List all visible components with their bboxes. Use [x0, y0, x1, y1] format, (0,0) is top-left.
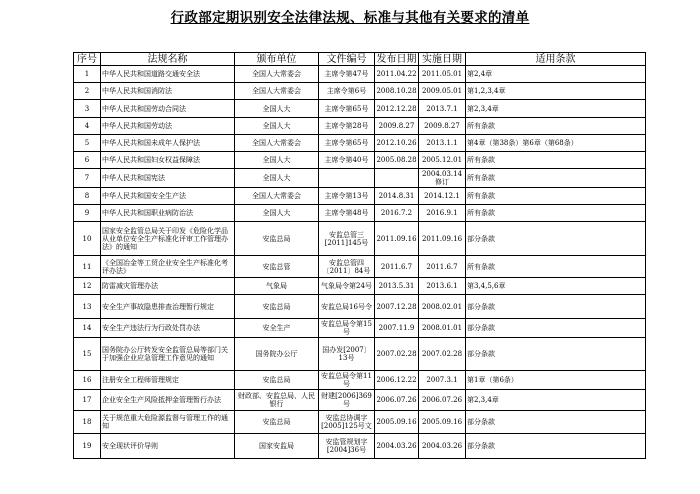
cell-publish-date: 2005.09.16 [375, 411, 419, 434]
cell-name: 关于规范重大危险源监督与管理工作的通知 [101, 411, 235, 434]
cell-publish-date: 2014.8.31 [375, 188, 419, 205]
cell-doc-number [319, 169, 375, 188]
cell-implement-date: 2007.3.1 [419, 371, 466, 390]
cell-no: 10 [74, 222, 101, 256]
cell-no: 9 [74, 205, 101, 222]
cell-implement-date: 2005.12.01 [419, 152, 466, 169]
cell-publish-date: 2007.12.28 [375, 295, 419, 319]
cell-name: 中华人民共和国安全生产法 [101, 188, 235, 205]
cell-name: 企业安全生产风险抵押金管理暂行办法 [101, 390, 235, 411]
cell-no: 13 [74, 295, 101, 319]
cell-doc-number: 安监管规划字[2004]36号 [319, 434, 375, 459]
cell-clauses: 第1,2,3,4章 [466, 83, 646, 100]
cell-no: 14 [74, 319, 101, 338]
table-row [74, 222, 646, 256]
cell-implement-date: 2009.05.01 [419, 83, 466, 100]
header-clauses: 适用条款 [466, 53, 646, 66]
cell-name: 安全现状评价导则 [101, 434, 235, 459]
cell-name: 中华人民共和国妇女权益保障法 [101, 152, 235, 169]
cell-doc-number: 主席令第13号 [319, 188, 375, 205]
cell-issuer: 安监总管 [235, 256, 319, 278]
cell-issuer: 国务院办公厅 [235, 338, 319, 371]
cell-no: 15 [74, 338, 101, 371]
cell-implement-date: 2011.09.16 [419, 222, 466, 256]
table-row [74, 295, 646, 319]
cell-implement-date: 2013.6.1 [419, 278, 466, 295]
cell-no: 18 [74, 411, 101, 434]
cell-publish-date: 2016.7.2 [375, 205, 419, 222]
header-name: 法规名称 [101, 53, 235, 66]
cell-name: 中华人民共和国宪法 [101, 169, 235, 188]
cell-no: 19 [74, 434, 101, 459]
cell-issuer: 国家安监局 [235, 434, 319, 459]
cell-implement-date: 2014.12.1 [419, 188, 466, 205]
table-row [74, 434, 646, 459]
cell-issuer: 财政部、安监总局、人民银行 [235, 390, 319, 411]
cell-no: 6 [74, 152, 101, 169]
cell-clauses: 部分条款 [466, 434, 646, 459]
cell-implement-date: 2011.6.7 [419, 256, 466, 278]
cell-implement-date: 2009.8.27 [419, 118, 466, 135]
cell-publish-date: 2011.04.22 [375, 66, 419, 83]
cell-clauses: 所有条款 [466, 118, 646, 135]
cell-no: 12 [74, 278, 101, 295]
cell-no: 16 [74, 371, 101, 390]
cell-issuer: 气象局 [235, 278, 319, 295]
cell-issuer: 全国人大常委会 [235, 188, 319, 205]
cell-doc-number: 国办发[2007〕13号 [319, 338, 375, 371]
cell-clauses: 所有条款 [466, 205, 646, 222]
table-row [74, 100, 646, 118]
table-row [74, 66, 646, 83]
table-row [74, 188, 646, 205]
table-header-row [74, 53, 646, 66]
cell-no: 7 [74, 169, 101, 188]
cell-no: 8 [74, 188, 101, 205]
cell-publish-date: 2012.12.28 [375, 100, 419, 118]
cell-doc-number: 气象局令第24号 [319, 278, 375, 295]
cell-issuer: 全国人大常委会 [235, 66, 319, 83]
cell-publish-date: 2009.8.27 [375, 118, 419, 135]
cell-no: 5 [74, 135, 101, 152]
cell-publish-date: 2007.11.9 [375, 319, 419, 338]
cell-issuer: 安监总局 [235, 371, 319, 390]
cell-publish-date: 2006.12.22 [375, 371, 419, 390]
cell-name: 安全生产事故隐患排查治理暂行规定 [101, 295, 235, 319]
table-row [74, 411, 646, 434]
cell-issuer: 全国人大 [235, 118, 319, 135]
cell-doc-number: 安监总局令第15号 [319, 319, 375, 338]
cell-name: 中华人民共和国道路交通安全法 [101, 66, 235, 83]
table-row [74, 390, 646, 411]
cell-implement-date: 2011.05.01 [419, 66, 466, 83]
cell-name: 国务院办公厅转发安全监管总局等部门关于加强企业应急管理工作意见的通知 [101, 338, 235, 371]
cell-implement-date: 2013.1.1 [419, 135, 466, 152]
cell-doc-number: 主席令第65号 [319, 100, 375, 118]
cell-implement-date: 2008.01.01 [419, 319, 466, 338]
cell-clauses: 部分条款 [466, 319, 646, 338]
cell-doc-number: 财建[2006]369号 [319, 390, 375, 411]
cell-doc-number: 主席令第40号 [319, 152, 375, 169]
cell-issuer: 全国人大常委会 [235, 83, 319, 100]
cell-publish-date: 2011.09.16 [375, 222, 419, 256]
cell-issuer: 全国人大 [235, 152, 319, 169]
table-row [74, 169, 646, 188]
cell-name: 中华人民共和国劳动合同法 [101, 100, 235, 118]
cell-clauses: 部分条款 [466, 338, 646, 371]
regulation-table [73, 52, 646, 459]
table-row [74, 205, 646, 222]
cell-clauses: 部分条款 [466, 222, 646, 256]
cell-doc-number: 主席令第6号 [319, 83, 375, 100]
cell-issuer: 全国人大 [235, 169, 319, 188]
table-row [74, 152, 646, 169]
cell-name: 《全国冶金等工贸企业安全生产标准化考评办法》 [101, 256, 235, 278]
cell-name: 国家安全监管总局关于印发《危险化学品从业单位安全生产标准化评审工作管理办法》的通知 [101, 222, 235, 256]
cell-name: 中华人民共和国消防法 [101, 83, 235, 100]
header-doc-number: 文件编号 [319, 53, 375, 66]
cell-clauses: 所有条款 [466, 152, 646, 169]
table-row [74, 256, 646, 278]
cell-doc-number: 主席令第28号 [319, 118, 375, 135]
cell-clauses: 第1章（第6条） [466, 371, 646, 390]
cell-doc-number: 主席令第48号 [319, 205, 375, 222]
cell-publish-date: 2006.07.26 [375, 390, 419, 411]
cell-implement-date: 2004.03.26 [419, 434, 466, 459]
cell-issuer: 安监总局 [235, 411, 319, 434]
cell-clauses: 第4章（第38条）第6章（第68条） [466, 135, 646, 152]
cell-name: 安全生产违法行为行政处罚办法 [101, 319, 235, 338]
cell-publish-date: 2004.03.26 [375, 434, 419, 459]
cell-doc-number: 安监总管三[2011]145号 [319, 222, 375, 256]
cell-doc-number: 安监总局令第11号 [319, 371, 375, 390]
cell-clauses: 所有条款 [466, 188, 646, 205]
cell-clauses: 第2,3,4章 [466, 100, 646, 118]
cell-clauses: 第2,4章 [466, 66, 646, 83]
cell-no: 4 [74, 118, 101, 135]
cell-implement-date: 2007.02.28 [419, 338, 466, 371]
cell-clauses: 第3,4,5,6章 [466, 278, 646, 295]
cell-implement-date: 2006.07.26 [419, 390, 466, 411]
header-no: 序号 [74, 53, 101, 66]
cell-clauses: 部分条款 [466, 295, 646, 319]
header-issuer: 颁布单位 [235, 53, 319, 66]
cell-issuer: 安监总局 [235, 222, 319, 256]
cell-name: 防雷减灾管理办法 [101, 278, 235, 295]
table-row [74, 338, 646, 371]
cell-publish-date: 2005.08.28 [375, 152, 419, 169]
cell-doc-number: 安监总协调字[2005]125号文 [319, 411, 375, 434]
document-title: 行政部定期识别安全法律法规、标准与其他有关要求的清单 [170, 10, 530, 26]
cell-no: 1 [74, 66, 101, 83]
cell-doc-number: 安监总局16号令 [319, 295, 375, 319]
cell-implement-date: 2013.7.1 [419, 100, 466, 118]
cell-publish-date: 2011.6.7 [375, 256, 419, 278]
cell-implement-date: 2004.03.14 修订 [419, 169, 466, 188]
cell-name: 注册安全工程师管理规定 [101, 371, 235, 390]
cell-issuer: 全国人大常委会 [235, 135, 319, 152]
cell-publish-date: 2007.02.28 [375, 338, 419, 371]
cell-issuer: 安监总局 [235, 295, 319, 319]
cell-name: 中华人民共和国劳动法 [101, 118, 235, 135]
cell-name: 中华人民共和国未成年人保护法 [101, 135, 235, 152]
table-row [74, 118, 646, 135]
table-row [74, 371, 646, 390]
table-row [74, 278, 646, 295]
cell-issuer: 全国人大 [235, 100, 319, 118]
cell-publish-date: 2013.5.31 [375, 278, 419, 295]
cell-clauses: 部分条款 [466, 411, 646, 434]
cell-clauses: 所有条款 [466, 169, 646, 188]
cell-issuer: 安全生产 [235, 319, 319, 338]
header-publish-date: 发布日期 [376, 53, 417, 65]
header-implement-date: 实施日期 [419, 53, 466, 66]
cell-clauses: 所有条款 [466, 256, 646, 278]
cell-name: 中华人民共和国职业病防治法 [101, 205, 235, 222]
cell-doc-number: 主席令第65号 [319, 135, 375, 152]
cell-no: 11 [74, 256, 101, 278]
cell-doc-number: 安监总管四〔2011〕84号 [319, 256, 375, 278]
cell-clauses: 第2,3,4章 [466, 390, 646, 411]
cell-implement-date: 2016.9.1 [419, 205, 466, 222]
cell-publish-date: 2008.10.28 [375, 83, 419, 100]
cell-doc-number: 主席令第47号 [319, 66, 375, 83]
cell-implement-date: 2005.09.16 [419, 411, 466, 434]
cell-no: 3 [74, 100, 101, 118]
cell-issuer: 全国人大 [235, 205, 319, 222]
cell-publish-date: 2012.10.26 [375, 135, 419, 152]
cell-no: 2 [74, 83, 101, 100]
cell-no: 17 [74, 390, 101, 411]
cell-publish-date [375, 169, 419, 188]
table-row [74, 83, 646, 100]
cell-implement-date: 2008.02.01 [419, 295, 466, 319]
table-row [74, 319, 646, 338]
table-row [74, 135, 646, 152]
